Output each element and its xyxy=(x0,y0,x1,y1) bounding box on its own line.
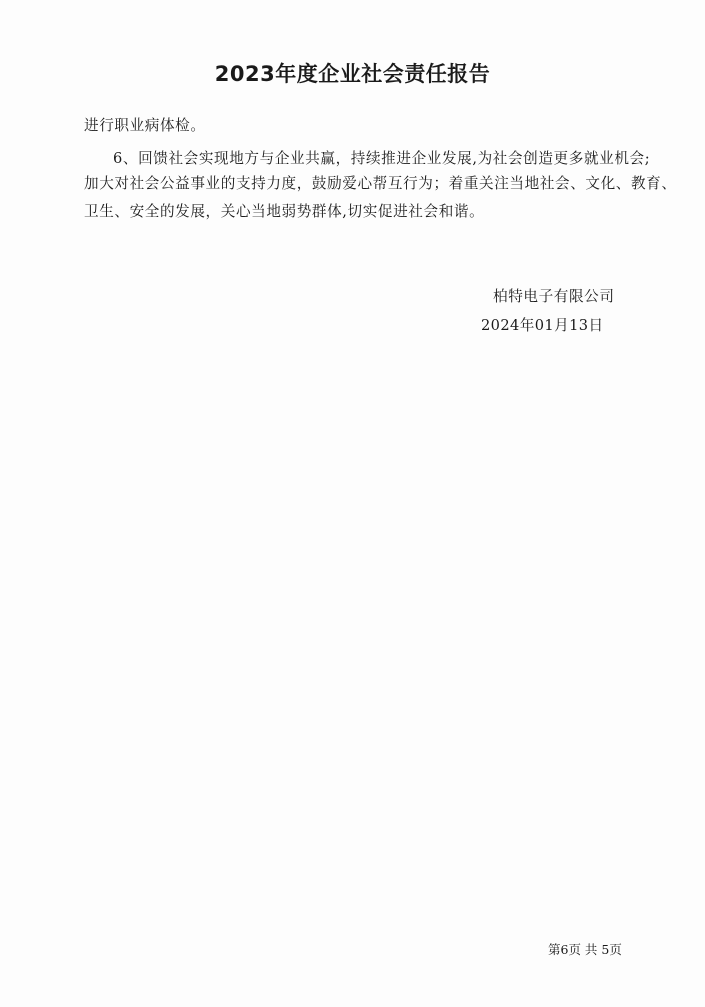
paragraph-line: 加大对社会公益事业的支持力度，鼓励爱心帮互行为；着重关注当地社会、文化、教育、 xyxy=(84,175,677,192)
paragraph-line: 进行职业病体检。 xyxy=(84,117,206,134)
paragraph-line: 6、回馈社会实现地方与企业共赢，持续推进企业发展,为社会创造更多就业机会; xyxy=(113,150,651,167)
signature-date: 2024年01月13日 xyxy=(481,317,604,334)
page-number-footer: 第6页 共 5页 xyxy=(548,942,622,957)
document-title: 2023年度企业社会责任报告 xyxy=(214,62,491,86)
signature-company: 柏特电子有限公司 xyxy=(493,288,615,305)
paragraph-line: 卫生、安全的发展，关心当地弱势群体,切实促进社会和谐。 xyxy=(84,203,485,220)
